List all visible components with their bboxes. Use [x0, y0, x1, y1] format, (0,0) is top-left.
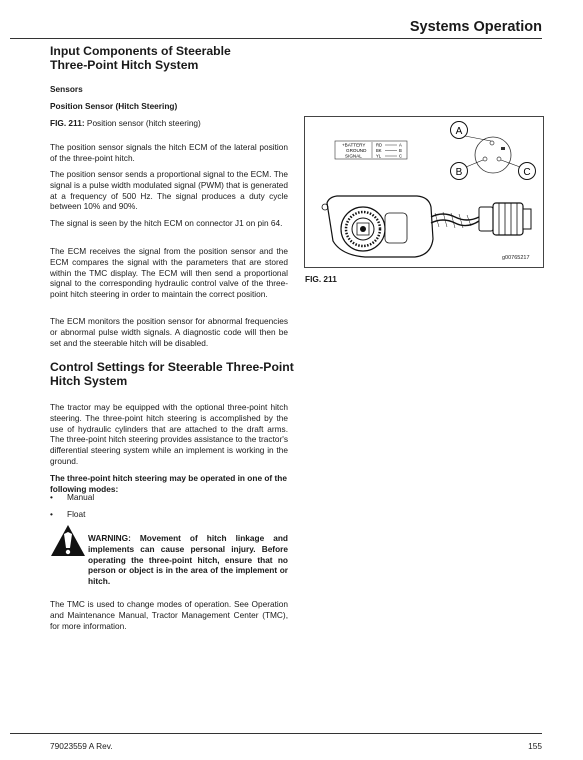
wire-color: RD	[376, 142, 383, 148]
callout-a: A	[455, 126, 463, 137]
paragraph: The ECM receives the signal from the position sensor and the ECM compares the signal with the parameters that are stored within the TMC display. The ECM will then send a proportional signal to the corresponding hydraulic control valve of the three-point hitch steering in order to maintain the correct position.	[50, 246, 288, 300]
heading-line: Input Components of Steerable	[50, 44, 231, 58]
warning-triangle-icon	[50, 524, 86, 557]
paragraph: The position sensor sends a proportional signal to the ECM. The signal is a pulse width modulated signal (PWM) that is generated at a frequency of 500 Hz. The signal produces a duty cycle between 10% and 90%.	[50, 169, 288, 212]
wire-color: BK	[376, 148, 382, 153]
list-item-text: Float	[67, 509, 86, 519]
subheading-sensors: Sensors	[50, 84, 83, 94]
callout-b: B	[455, 167, 463, 178]
wire-label: +BATTERY	[342, 142, 366, 148]
wire-color: YL	[376, 153, 382, 159]
bullet-marker: •	[50, 509, 53, 519]
paragraph: The ECM monitors the position sensor for abnormal frequencies or abnormal pulse width signals. A diagnostic code will then be set and the steerable hitch will be disabled.	[50, 316, 288, 348]
figure-position-sensor	[304, 116, 544, 268]
heading-line: Control Settings for Steerable Three-Point	[50, 360, 294, 374]
section-heading-control-settings	[50, 360, 310, 388]
page-header-title: Systems Operation	[409, 19, 542, 35]
page-number: 155	[528, 741, 542, 751]
figure-ref-label: FIG. 211:	[50, 118, 85, 128]
bullet-marker: •	[50, 492, 53, 502]
paragraph: The position sensor signals the hitch ECM of the lateral position of the three-point hitch.	[50, 142, 288, 163]
pin-label: B	[399, 148, 402, 153]
warning-text: WARNING: Movement of hitch linkage and implements can cause personal injury. Before operating the three-point hitch, ensure that no person or object is in the area of the implement or hitch.	[88, 533, 288, 587]
figure-image-id: g00765217	[502, 255, 530, 261]
modes-intro: The three-point hitch steering may be operated in one of the following modes:	[50, 473, 287, 494]
heading-line: Hitch System	[50, 374, 128, 388]
footer-divider	[10, 733, 542, 734]
figure-reference	[50, 118, 288, 129]
figure-caption: FIG. 211	[305, 274, 337, 284]
subheading-position-sensor: Position Sensor (Hitch Steering)	[50, 101, 178, 111]
pin-label: C	[399, 153, 403, 159]
section-heading-input-components	[50, 44, 310, 72]
header-divider	[10, 38, 542, 39]
pin-label: A	[399, 142, 402, 148]
paragraph: The tractor may be equipped with the optional three-point hitch steering. The three-point hitch steering is accomplished by the use of hydraulic cylinders that are attached to the draft arms. The three-point hitch steering provides assistance to the tractor's differential steering system while an implement is working in the ground.	[50, 402, 288, 466]
wire-label: SIGNAL	[345, 153, 362, 159]
figure-ref-text: Position sensor (hitch steering)	[86, 118, 201, 128]
list-item-text: Manual	[67, 492, 95, 502]
wire-label: GROUND	[346, 148, 367, 153]
callout-c: C	[523, 167, 531, 178]
heading-line: Three-Point Hitch System	[50, 58, 199, 72]
document-id: 79023559 A Rev.	[50, 741, 113, 751]
paragraph: The TMC is used to change modes of operation. See Operation and Maintenance Manual, Tractor Management Center (TMC), for more information.	[50, 599, 288, 631]
position-sensor-diagram	[305, 117, 543, 267]
paragraph: The signal is seen by the hitch ECM on connector J1 on pin 64.	[50, 218, 283, 229]
